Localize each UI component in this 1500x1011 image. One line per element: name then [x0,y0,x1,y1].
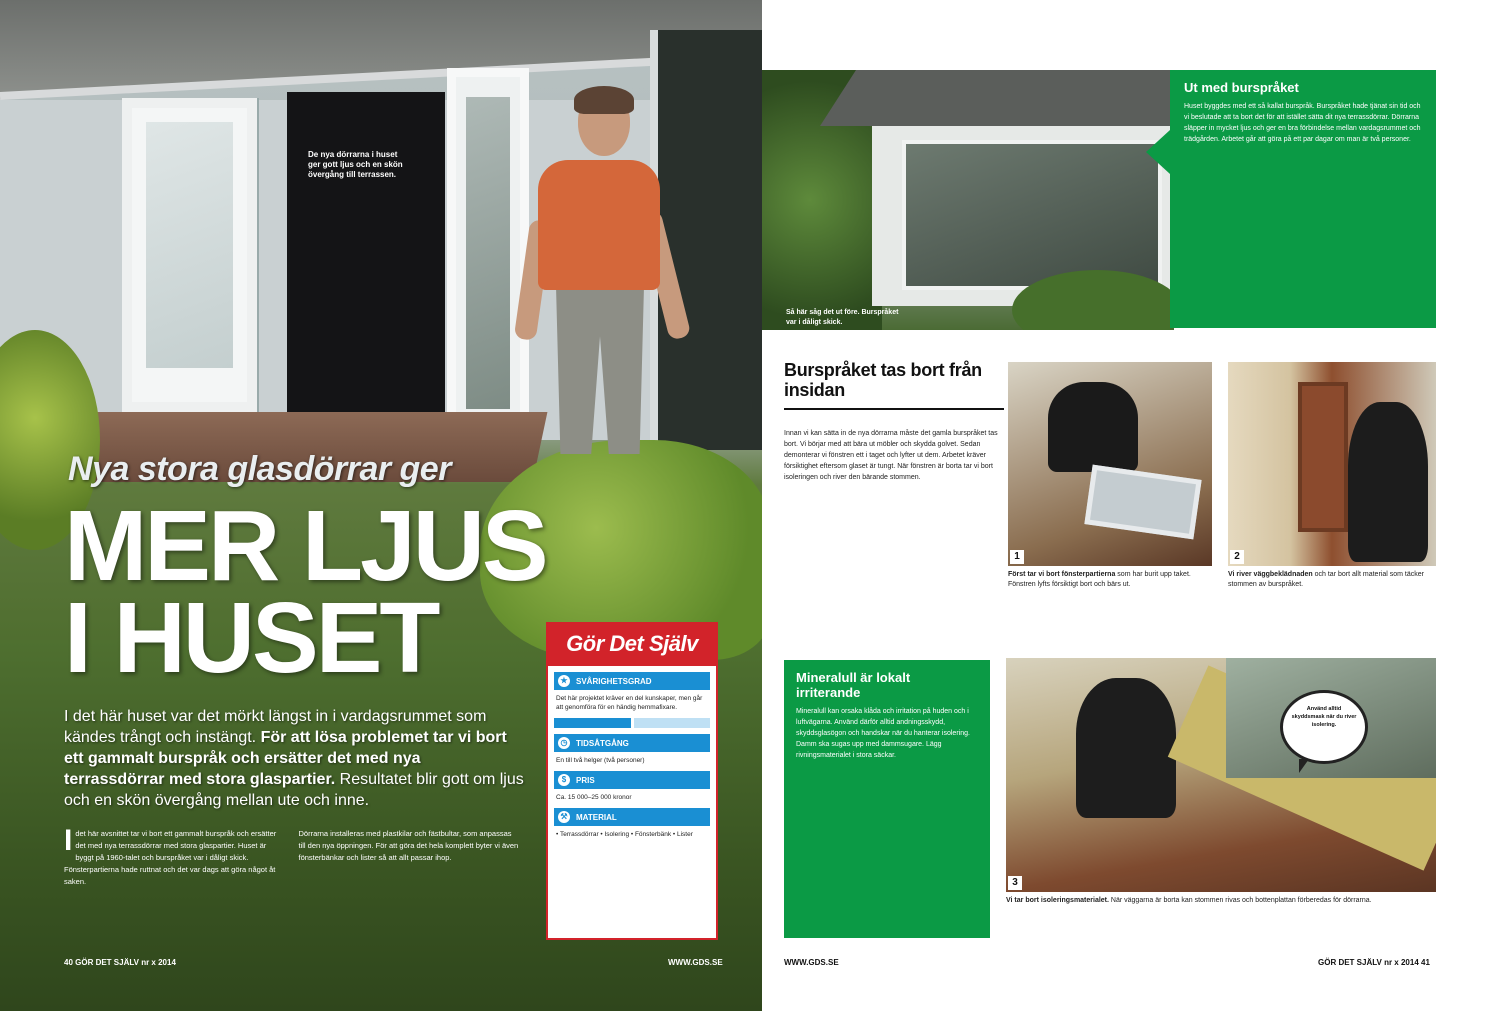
before-photo-roof [820,70,1174,126]
difficulty-icon: ★ [558,675,570,687]
material-text: • Terrassdörrar • Isolering • Fönsterbänk • Lister [556,831,693,838]
body-column-1 [64,824,285,888]
cost-header [554,771,710,789]
step-1-photo [1008,362,1212,566]
section-heading: Burspråket tas bort från insidan [784,360,1004,410]
ingress-end: Resultatet blir gott om ljus och en skön övergång mellan ute och inne. [64,771,524,809]
folio-right: GÖR DET SJÄLV nr x 2014 41 [1318,958,1430,967]
cost-label: PRIS [576,775,595,785]
body-column-1-text: det här avsnittet tar vi bort ett gammalt burspråk och ersätter det med nya terrassdörrar med stora glaspartier. Huset är byggt på 1960-talet och burspråket var i dåligt skick. Fönsterpartierna hade ruttnat och det var dags att göra något åt saken. [64,829,277,886]
info-box-mid-text: Mineralull kan orsaka klåda och irritation på huden och i luftvägarna. Använd därför alltid andningsskydd, skyddsglasögon och handskar när du hanterar isolering. Damm ska sugas upp med dammsugare. Lägg rivningsmaterialet i stora säckar. [796,708,970,759]
person-walking [518,90,678,460]
info-box-bay-window [1170,70,1436,328]
folio-url-right: WWW.GDS.SE [784,958,839,967]
step-2-caption-text: och tar bort allt material som täcker stommen av burspråket. [1228,571,1424,588]
time-text: En till två helger (två personer) [556,757,645,764]
clock-icon: ◷ [558,737,570,749]
step-3-caption-text: När väggarna är borta kan stommen rivas och bottenplattan förberedas för dörrarna. [1108,897,1372,904]
diy-fact-box [546,622,718,940]
step-1-caption-bold: Först tar vi bort fönsterpartierna [1008,571,1116,578]
info-box-mid-title: Mineralull är lokalt irriterande [796,670,911,700]
worker-figure [1076,678,1176,818]
glass-door-left [122,98,257,412]
section-text: Innan vi kan sätta in de nya dörrarna måste det gamla burspråket tas bort. Vi börjar med att bära ut möbler och skydda golvet. Sedan demonterar vi fönstren ett i taget och lyfter ut dem. Arbetet kräver försiktighet eftersom glaset är tungt. När fönstren är borta tar vi bort isoleringen och river den bärande stommen. [784,430,998,481]
window-panel [1298,382,1348,532]
photo-caption: De nya dörrarna i huset ger gott ljus och en skön övergång till terrassen. [308,150,403,179]
worker-figure [1348,402,1428,562]
difficulty-level-bar [554,718,710,728]
step-1-caption [1008,570,1212,590]
material-label: MATERIAL [576,812,617,822]
money-icon: $ [558,774,570,786]
info-box-text: Huset byggdes med ett så kallat burspråk. Burspråket hade tjänat sin tid och vi beslutade att ta bort det för att istället sätta dit nya terrassdörrar. Dörrarna släpper in mycket ljus och ger en bra förbindelse mellan vardagsrummet och trädgården. Arbetet går att göra på ett par dagar om man är två personer. [1184,103,1421,143]
step-2-number: 2 [1230,550,1244,564]
time-header [554,734,710,752]
person-legs [556,286,644,454]
material-header [554,808,710,826]
body-column-2: Dörrarna installeras med plastkilar och fästbultar, som anpassas till den nya öppningen. För att göra det hela komplett byter vi även fönsterbänkar och lister så att allt passar ihop. [298,829,519,862]
info-box-mineral-wool [784,660,990,938]
difficulty-level-segment [554,718,631,728]
step-3-number: 3 [1008,876,1022,890]
article-ingress [64,706,524,811]
window-frame [1084,465,1201,540]
step-1-caption-text: som har burit upp taket. Fönstren lyfts försiktigt bort och bärs ut. [1008,571,1191,588]
diy-box-title: Gör Det Själv [548,624,716,666]
step-2-caption-bold: Vi river väggbeklädnaden [1228,571,1313,578]
step-3-caption-bold: Vi tar bort isoleringsmaterialet. [1006,897,1109,904]
right-page [762,0,1500,1011]
difficulty-text: Det här projektet kräver en del kunskaper, men går att genomföra för en händig hemmafixare. [556,695,703,711]
cost-text: Ca. 15 000–25 000 kronor [556,794,632,801]
before-photo-caption: Så här såg det ut före. Burspråket var i dåligt skick. [786,309,899,326]
ingress-bold: För att lösa problemet tar vi bort ett gammalt burspråk och ersätter det med nya terrassdörrar med stora glaspartier. [64,729,507,788]
speech-bubble: Använd alltid skyddsmask när du river isolering. [1280,690,1368,764]
headline-line-1: MER LJUS [64,490,546,602]
person-hair [574,86,634,114]
article-headline [64,490,546,694]
body-columns [64,824,519,888]
step-2-caption [1228,570,1436,590]
ingress-plain: I det här huset var det mörkt längst in i vardagsrummet som kändes trångt och instängt. [64,708,487,746]
worker-figure [1048,382,1138,472]
folio-left: 40 GÖR DET SJÄLV nr x 2014 [64,958,176,967]
info-box-title: Ut med burspråket [1184,80,1299,95]
article-kicker: Nya stora glasdörrar ger [68,450,451,488]
glass-door-right [447,68,529,448]
difficulty-header [554,672,710,690]
folio-url-left: WWW.GDS.SE [668,958,723,967]
step-3-caption [1006,896,1436,906]
headline-line-2: I HUSET [64,582,438,694]
difficulty-label: SVÅRIGHETSGRAD [576,676,652,686]
dropcap: I [64,824,73,857]
person-shirt [538,160,660,290]
before-photo-bay-window [902,140,1162,290]
step-3-photo [1006,658,1436,892]
time-label: TIDSÅTGÅNG [576,738,629,748]
door-opening [287,92,445,417]
difficulty-level-segment [634,718,711,728]
step-2-photo [1228,362,1436,566]
before-photo [762,70,1174,330]
step-1-number: 1 [1010,550,1024,564]
tools-icon: ⚒ [558,811,570,823]
